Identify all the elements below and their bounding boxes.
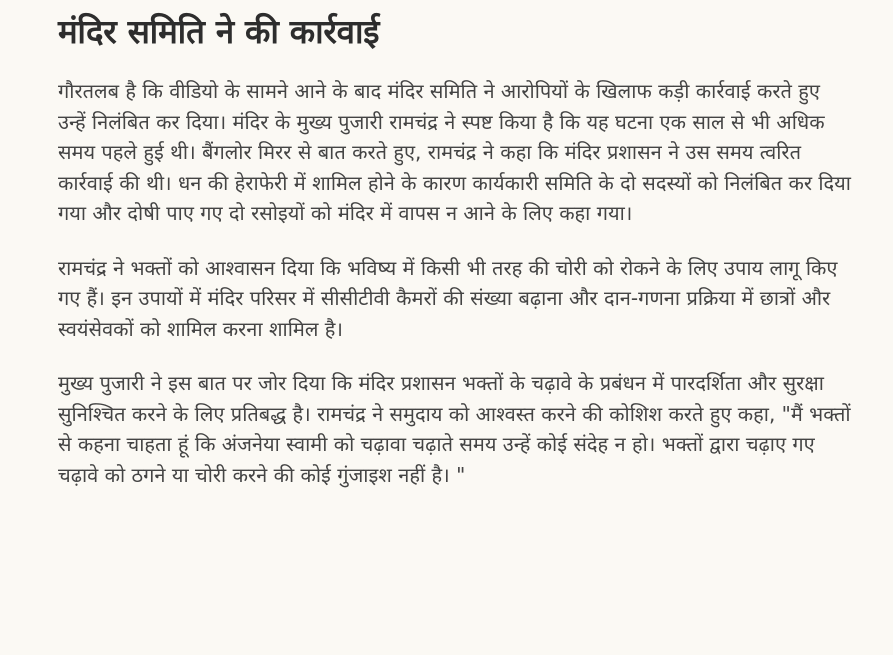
article-heading: मंदिर समिति ने की कार्रवाई	[58, 12, 380, 51]
paragraph-3: मुख्य पुजारी ने इस बात पर जोर दिया कि मंदिर प्रशासन भक्तों के चढ़ावे के प्रबंधन में पारदर्शिता और सुरक्षा सुनिश्चित करने के लिए प्रतिबद्ध है। रामचंद्र ने समुदाय को आश्वस्त करने की कोशिश करते हुए कहा, "मैं भक्तों से कहना चाहता हूं कि अंजनेया स्वामी को चढ़ावा चढ़ाते समय उन्हें कोई संदेह न हो। भक्तों द्वारा चढ़ाए गए चढ़ावे को ठगने या चोरी करने की कोई गुंजाइश नहीं है। "	[58, 371, 851, 487]
paragraph-2: रामचंद्र ने भक्तों को आश्वासन दिया कि भविष्य में किसी भी तरह की चोरी को रोकने के लिए उपाय लागू किए गए हैं। इन उपायों में मंदिर परिसर में सीसीटीवी कैमरों की संख्या बढ़ाना और दान-गणना प्रक्रिया में छात्रों और स्वयंसेवकों को शामिल करना शामिल है।	[58, 255, 838, 341]
paragraph-1: गौरतलब है कि वीडियो के सामने आने के बाद मंदिर समिति ने आरोपियों के खिलाफ कड़ी कार्रवाई करते हुए उन्हें निलंबित कर दिया। मंदिर के मुख्य पुजारी रामचंद्र ने स्पष्ट किया है कि यह घटना एक साल से भी अधिक समय पहले हुई थी। बैंगलोर मिरर से बात करते हुए, रामचंद्र ने कहा कि मंदिर प्रशासन ने उस समय त्वरित कार्रवाई की थी। धन की हेराफेरी में शामिल होने के कारण कार्यकारी समिति के दो सदस्यों को निलंबित कर दिया गया और दोषी पाए गए दो रसोइयों को मंदिर में वापस न आने के लिए कहा गया।	[58, 79, 851, 225]
